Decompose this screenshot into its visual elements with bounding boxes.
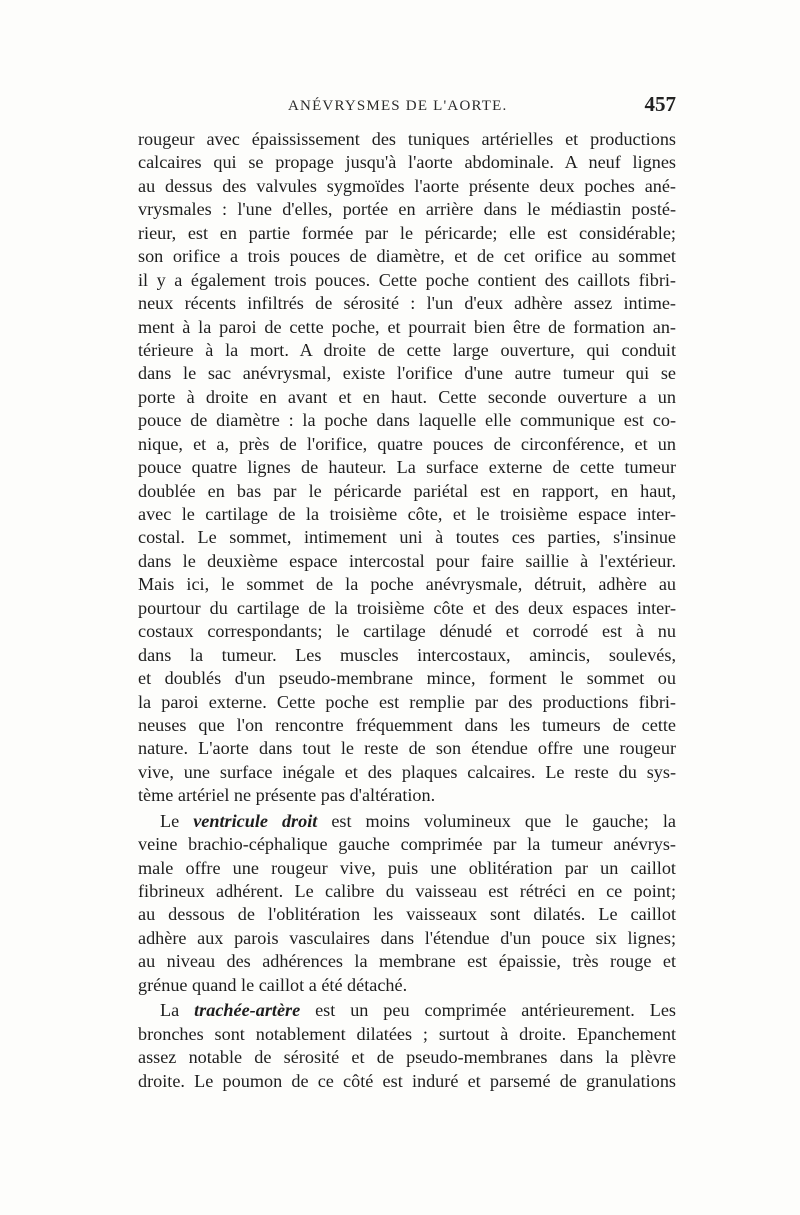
italic-term: ventricule droit bbox=[193, 810, 318, 831]
text-line: rieur, est en partie formée par le péricarde; elle est considérable; bbox=[138, 222, 676, 243]
text-line: pouce quatre lignes de hauteur. La surface externe de cette tumeur bbox=[138, 457, 676, 478]
text-line: pourtour du cartilage de la troisième côte et des deux espaces inter- bbox=[138, 597, 676, 618]
text-line: avec le cartilage de la troisième côte, et le troisième espace inter- bbox=[138, 504, 676, 524]
text-line: bronches sont notablement dilatées ; surtout à droite. Epanchement bbox=[138, 1023, 676, 1044]
text-line: adhère aux parois vasculaires dans l'étendue d'un pouce six lignes; bbox=[138, 927, 676, 948]
paragraph-2 bbox=[138, 810, 676, 998]
text-line: vrysmales : l'une d'elles, portée en arrière dans le médiastin posté- bbox=[138, 199, 676, 220]
text-line: rougeur avec épaississement des tuniques artérielles et productions bbox=[138, 129, 676, 149]
text-line: veine brachio-céphalique gauche comprimée par la tumeur anévrys- bbox=[138, 834, 676, 855]
text-run: Le bbox=[160, 810, 194, 831]
text-line bbox=[138, 810, 676, 833]
text-line: et doublés d'un pseudo-membrane mince, forment le sommet ou bbox=[138, 668, 676, 689]
text-line: neuses que l'on rencontre fréquemment dans les tumeurs de cette bbox=[138, 714, 676, 735]
page-header bbox=[138, 92, 676, 122]
text-line: ment à la paroi de cette poche, et pourrait bien être de formation an- bbox=[138, 316, 676, 337]
text-line bbox=[138, 999, 676, 1022]
text-line: assez notable de sérosité et de pseudo-membranes dans la plèvre bbox=[138, 1047, 676, 1068]
page-number: 457 bbox=[644, 92, 676, 116]
text-line: grénue quand le caillot a été détaché. bbox=[138, 974, 408, 995]
text-line: il y a également trois pouces. Cette poche contient des caillots fibri- bbox=[138, 269, 676, 290]
text-line: Mais ici, le sommet de la poche anévrysmale, détruit, adhère au bbox=[138, 574, 676, 595]
italic-term: trachée-artère bbox=[194, 1000, 301, 1021]
text-line: vive, une surface inégale et des plaques calcaires. Le reste du sys- bbox=[138, 761, 676, 782]
text-line: dans la tumeur. Les muscles intercostaux, amincis, soulevés, bbox=[138, 644, 676, 665]
text-line: tème artériel ne présente pas d'altération. bbox=[138, 785, 436, 806]
text-line: calcaires qui se propage jusqu'à l'aorte abdominale. A neuf lignes bbox=[138, 152, 676, 173]
text-line: son orifice a trois pouces de diamètre, et de cet orifice au sommet bbox=[138, 246, 676, 267]
running-title: ANÉVRYSMES DE L'AORTE. bbox=[288, 98, 508, 114]
text-line: neux récents infiltrés de sérosité : l'un d'eux adhère assez intime- bbox=[138, 293, 676, 314]
text-line: la paroi externe. Cette poche est remplie par des productions fibri- bbox=[138, 691, 676, 712]
text-line: au dessus des valvules sygmoïdes l'aorte présente deux poches ané- bbox=[138, 175, 676, 196]
text-line: nature. L'aorte dans tout le reste de son étendue offre une rougeur bbox=[138, 738, 676, 759]
text-line: porte à droite en avant et en haut. Cette seconde ouverture a un bbox=[138, 386, 676, 407]
text-line: térieure à la mort. A droite de cette large ouverture, qui conduit bbox=[138, 339, 676, 360]
text-line: doublée en bas par le péricarde pariétal est en rapport, en haut, bbox=[138, 480, 676, 501]
text-run: La bbox=[160, 1000, 195, 1021]
text-run: est un peu comprimée antérieurement. Les bbox=[300, 1000, 676, 1021]
paragraph-1 bbox=[138, 128, 676, 808]
text-line: au niveau des adhérences la membrane est épaissie, très rouge et bbox=[138, 951, 676, 972]
text-line: nique, et a, près de l'orifice, quatre pouces de circonférence, et un bbox=[138, 433, 676, 454]
text-line: au dessous de l'oblitération les vaisseaux sont dilatés. Le caillot bbox=[138, 904, 676, 925]
text-line: pouce de diamètre : la poche dans laquelle elle communique est co- bbox=[138, 410, 676, 431]
text-line: dans le deuxième espace intercostal pour faire saillie à l'extérieur. bbox=[138, 550, 676, 571]
text-line: droite. Le poumon de ce côté est induré et parsemé de granulations bbox=[138, 1070, 676, 1091]
text-line: fibrineux adhérent. Le calibre du vaisseau est rétréci en ce point; bbox=[138, 881, 676, 901]
text-line: costal. Le sommet, intimement uni à toutes ces parties, s'insinue bbox=[138, 527, 676, 548]
text-run: est moins volumineux que le gauche; la bbox=[317, 810, 676, 831]
text-line: costaux correspondants; le cartilage dénudé et corrodé est à nu bbox=[138, 621, 676, 642]
paragraph-3 bbox=[138, 999, 676, 1093]
body-text bbox=[138, 128, 676, 1093]
text-line: male offre une rougeur vive, puis une oblitération par un caillot bbox=[138, 857, 676, 878]
text-line: dans le sac anévrysmal, existe l'orifice d'une autre tumeur qui se bbox=[138, 363, 676, 384]
